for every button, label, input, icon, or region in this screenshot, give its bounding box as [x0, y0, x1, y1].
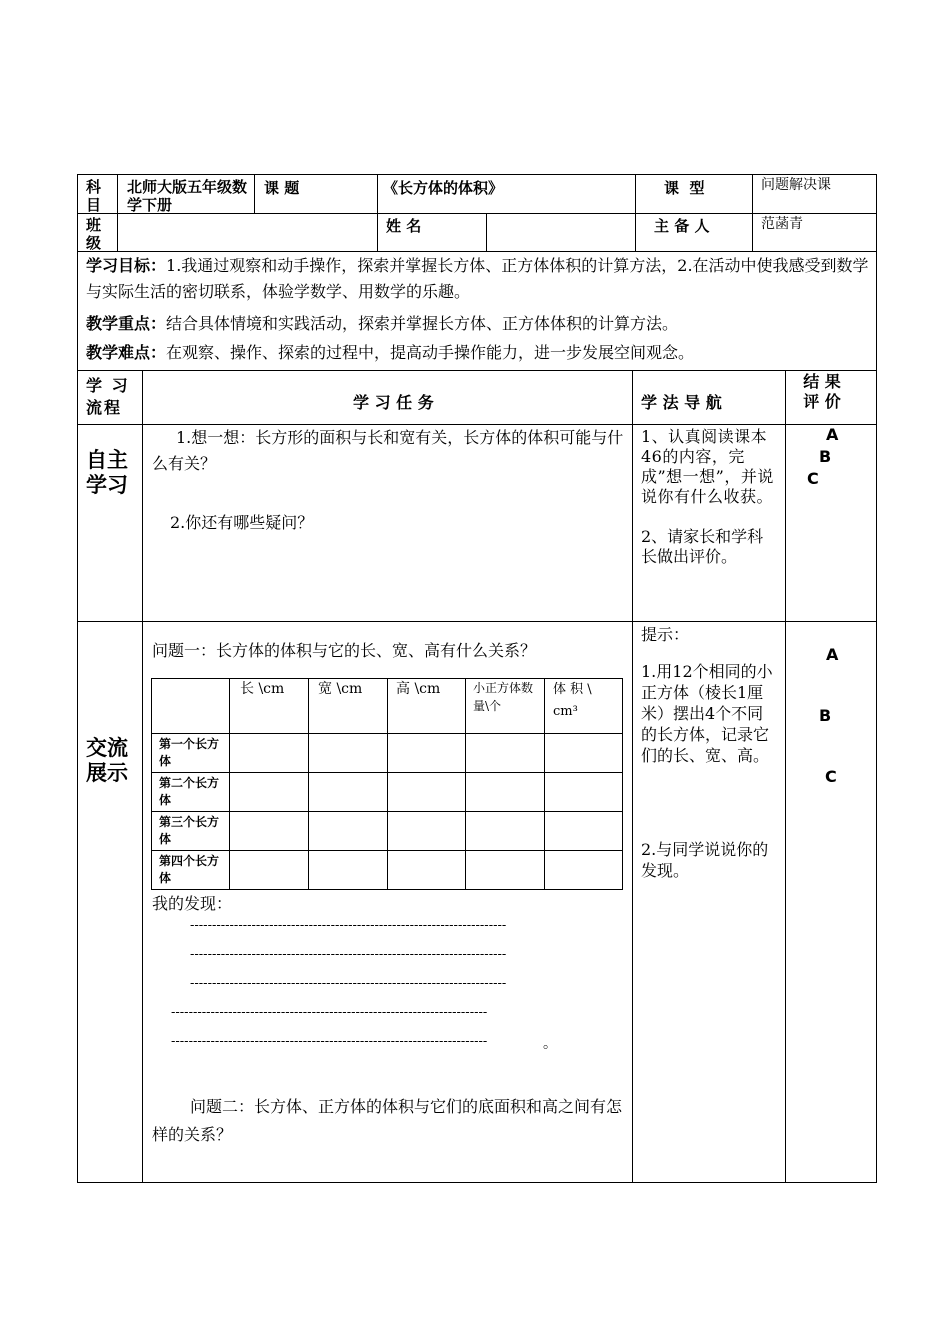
answer-line-1: ------------------------------------------------------------------------ — [190, 918, 507, 933]
objective-label: 学习目标： — [86, 256, 167, 275]
header-cube-count: 小正方体数量\个 — [473, 681, 534, 713]
topic-value: 《长方体的体积》 — [383, 179, 504, 197]
row-label-1: 第一个长方体 — [159, 737, 220, 768]
hint-label: 提示： — [641, 625, 690, 644]
row-label-4: 第四个长方体 — [159, 854, 220, 885]
column-task: 学 习 任 务 — [353, 393, 434, 412]
self-study-grade-c: C — [807, 469, 819, 488]
subject-label: 科 目 — [86, 178, 102, 214]
column-process: 学 习流程 — [86, 376, 130, 417]
answer-line-5: ------------------------------------------------------------------------ — [171, 1034, 488, 1049]
difficulty-label: 教学难点： — [86, 343, 167, 362]
exchange-label: 交流展示 — [86, 736, 128, 785]
self-study-task-1: 1.想一想：长方形的面积与长和宽有关，长方体的体积可能与什么有关？ — [152, 428, 624, 473]
header-length: 长 \cm — [240, 681, 285, 697]
preparer-label: 主 备 人 — [654, 217, 710, 235]
exchange-grade-a: A — [826, 645, 839, 664]
answer-line-4: ------------------------------------------------------------------------ — [171, 1005, 488, 1020]
difficulty-text: 在观察、操作、探索的过程中，提高动手操作能力，进一步发展空间观念。 — [166, 343, 695, 362]
key-text: 结合具体情境和实践活动，探索并掌握长方体、正方体体积的计算方法。 — [166, 314, 679, 333]
header-height: 高 \cm — [396, 681, 441, 697]
self-study-task-2: 2.你还有哪些疑问？ — [170, 513, 314, 532]
answer-line-2: ------------------------------------------------------------------------ — [190, 947, 507, 962]
exchange-grade-c: C — [825, 767, 837, 786]
preparer-value: 范菡青 — [761, 216, 803, 232]
teaching-key-point — [86, 311, 872, 337]
key-label: 教学重点： — [86, 314, 167, 333]
objective-text: 1.我通过观察和动手操作，探索并掌握长方体、正方体体积的计算方法，2.在活动中使我感受到数学与实际生活的密切联系，体验学数学、用数学的乐趣。 — [86, 256, 869, 301]
column-evaluation: 结 果评 价 — [803, 372, 841, 411]
type-label: 课 型 — [664, 179, 705, 197]
finding-label: 我的发现： — [152, 894, 233, 913]
class-label: 班级 — [86, 216, 102, 252]
teaching-difficulty — [86, 340, 872, 366]
subject-value: 北师大版五年级数学下册 — [127, 178, 248, 214]
learning-objective — [86, 253, 872, 305]
self-study-guide-1: 1、认真阅读课本46的内容，完成”想一想”，并说说你有什么收获。 — [641, 427, 774, 506]
header-width: 宽 \cm — [318, 681, 363, 697]
self-study-label: 自主学习 — [86, 448, 128, 497]
type-value: 问题解决课 — [761, 177, 831, 193]
answer-line-end: 。 — [543, 1036, 557, 1052]
row-label-2: 第二个长方体 — [159, 776, 220, 807]
answer-line-3: ------------------------------------------------------------------------ — [190, 976, 507, 991]
column-guide: 学 法 导 航 — [641, 393, 722, 412]
header-volume: 体 积 \ cm³ — [553, 682, 592, 719]
hint-2: 2.与同学说说你的发现。 — [641, 840, 769, 880]
question-1: 问题一：长方体的体积与它的长、宽、高有什么关系？ — [152, 641, 537, 660]
self-study-grade-b: B — [819, 447, 832, 466]
hint-1: 1.用12个相同的小正方体（棱长1厘米）摆出4个不同的长方体，记录它们的长、宽、高。 — [641, 662, 773, 765]
row-label-3: 第三个长方体 — [159, 815, 220, 846]
exchange-grade-b: B — [819, 706, 832, 725]
question-2: 问题二：长方体、正方体的体积与它们的底面积和高之间有怎样的关系？ — [152, 1097, 623, 1144]
topic-label: 课 题 — [264, 179, 300, 197]
self-study-guide-2: 2、请家长和学科长做出评价。 — [641, 527, 764, 566]
self-study-grade-a: A — [826, 425, 839, 444]
name-label: 姓 名 — [386, 217, 422, 235]
